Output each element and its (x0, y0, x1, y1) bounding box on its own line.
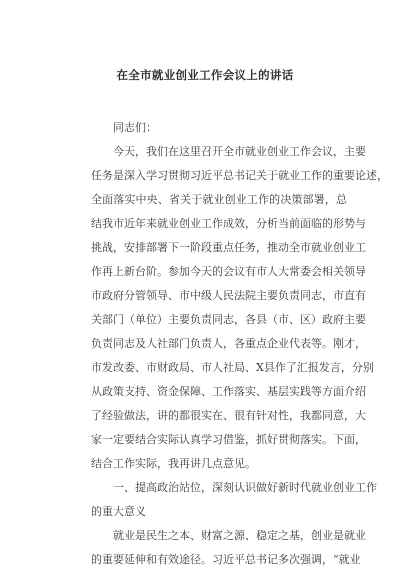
section-heading: 一、提高政治站位，深刻认识做好新时代就业创业工作 (113, 481, 377, 494)
text-line: 关部门（单位）主要负责同志，各县（市、区）政府主要 (91, 313, 366, 326)
text-line: 就业是民生之本、财富之源、稳定之基，创业是就业 (113, 529, 366, 542)
document-title: 在全市就业创业工作会议上的讲话 (116, 68, 294, 82)
text-line: 挑战，安排部署下一阶段重点任务，推动全市就业创业工 (91, 241, 366, 254)
text-line: 家一定要结合实际认真学习借鉴，抓好贯彻落实。下面， (91, 433, 366, 446)
text-line: 了经验做法，讲的都很实在、很有针对性，我都同意，大 (91, 409, 366, 422)
section-heading-continued: 的重大意义 (91, 505, 146, 518)
text-line: 今天，我们在这里召开全市就业创业工作会议，主要 (113, 145, 366, 158)
text-line: 的重要延伸和有效途径。习近平总书记多次强调，“就业 (91, 553, 361, 566)
text-line: 全面落实中央、省关于就业创业工作的决策部署，总 (91, 193, 347, 206)
text-line: 结合工作实际，我再讲几点意见。 (91, 457, 256, 470)
text-line: 市政府分管领导、市中级人民法院主要负责同志，市直有 (91, 289, 366, 302)
text-line: 结我市近年来就业创业工作成效，分析当前面临的形势与 (91, 217, 366, 230)
text-line: 作再上新台阶。参加今天的会议有市人大常委会相关领导 (91, 265, 366, 278)
text-line: 市发改委、市财政局、市人社局、X县作了汇报发言，分别 (91, 361, 374, 374)
salutation: 同志们： (113, 121, 157, 134)
text-line: 负责同志及人社部门负责人，各重点企业代表等。刚才， (91, 337, 366, 350)
text-line: 从政策支持、资金保障、工作落实、基层实践等方面介绍 (91, 385, 366, 398)
text-line: 任务是深入学习贯彻习近平总书记关于就业工作的重要论述， (91, 169, 388, 182)
